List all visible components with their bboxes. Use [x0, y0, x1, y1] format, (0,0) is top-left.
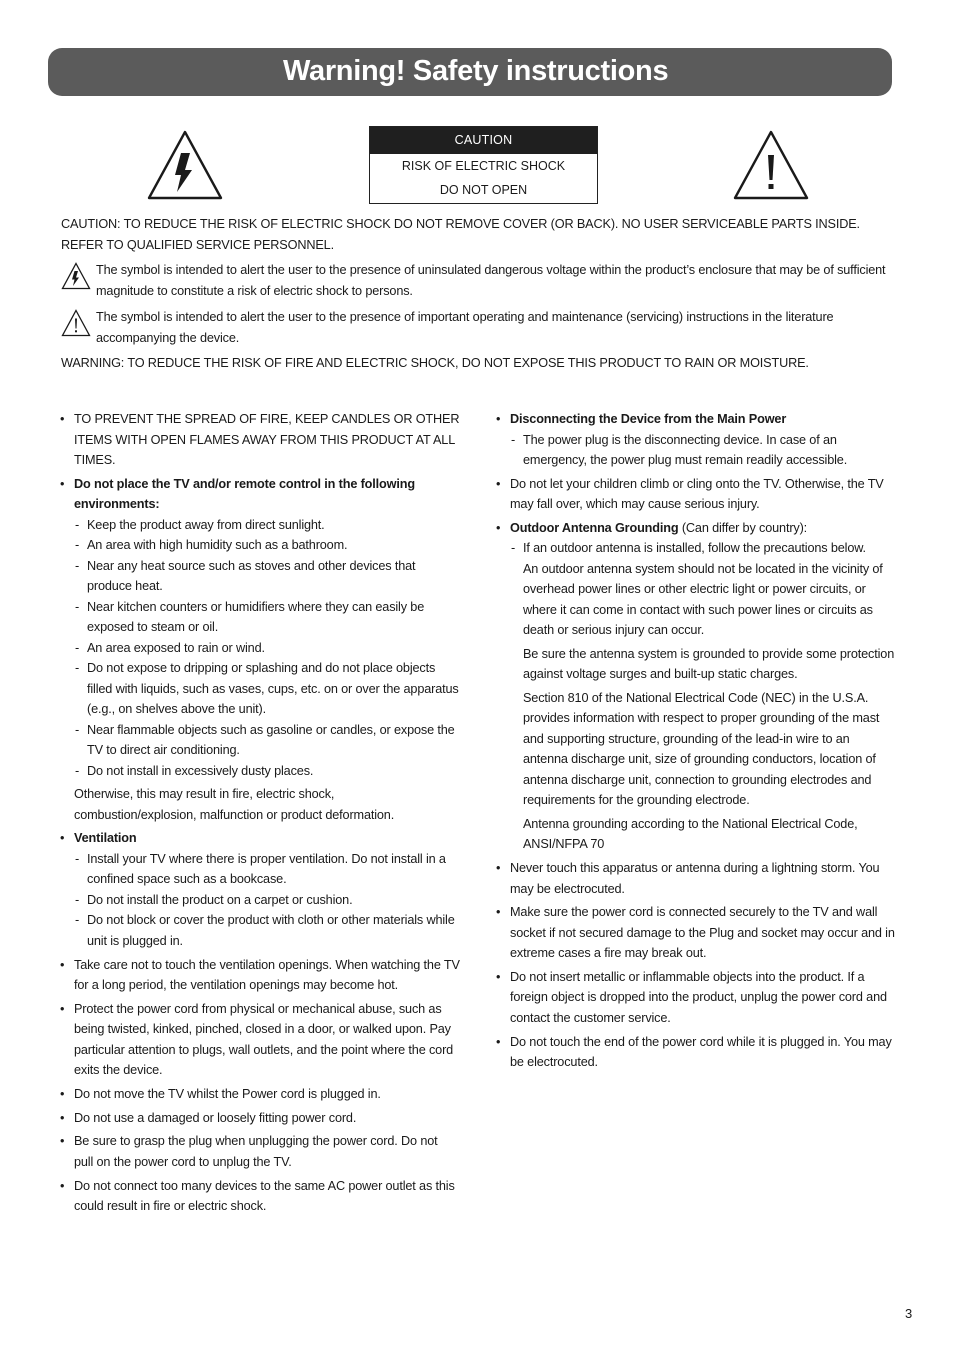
antenna-paragraph: An outdoor antenna system should not be located in the vicinity of overhead power lines or other electric light or power circuits, or where it can come in contact with such power lines or circuits as death or serious injury can occur.	[523, 561, 883, 638]
env-item: - Near kitchen counters or humidifiers where they can easily be exposed to steam or oil.	[74, 597, 460, 638]
left-column	[58, 409, 460, 1220]
env-item: - Do not expose to dripping or splashing and do not place objects filled with liquids, such as vases, cups, etc. on or over the apparatus (e.g., on shelves above the unit).	[74, 658, 460, 720]
list-item: • Do not connect too many devices to the same AC power outlet as this could result in fire or electric shock.	[58, 1176, 460, 1217]
environments-otherwise: Otherwise, this may result in fire, electric shock, combustion/explosion, malfunction or product deformation.	[74, 787, 395, 822]
list-item: • Protect the power cord from physical or mechanical abuse, such as being twisted, kinked, pinched, closed in a door, or walked upon. Pay particular attention to plugs, wall outlets, and the point where the cord exits the device.	[58, 999, 460, 1081]
caution-label-heading: CAUTION	[370, 127, 597, 154]
symbol-bolt-text: The symbol is intended to alert the user to the presence of uninsulated dangerous voltage within the product’s enclosure that may be of sufficient magnitude to constitute a risk of electric shock to persons.	[96, 263, 886, 298]
list-item: • Make sure the power cord is connected securely to the TV and wall socket if not secured damage to the Plug and socket may occur and in extreme cases a fire may break out.	[494, 902, 896, 964]
env-item: - Near any heat source such as stoves and other devices that produce heat.	[74, 556, 460, 597]
candles-text: TO PREVENT THE SPREAD OF FIRE, KEEP CANDLES OR OTHER ITEMS WITH OPEN FLAMES AWAY FROM THIS PRODUCT AT ALL TIMES.	[74, 412, 460, 467]
symbol-explanation-exclamation	[61, 307, 891, 348]
list-item: • Do not move the TV whilst the Power cord is plugged in.	[58, 1084, 460, 1105]
caution-label-box	[369, 126, 598, 204]
caution-label-line2: DO NOT OPEN	[439, 183, 528, 197]
symbol-explanation-bolt	[61, 260, 891, 301]
exclamation-warning-triangle-icon	[733, 130, 809, 200]
vent-item: - Do not block or cover the product with cloth or other materials while unit is plugged in.	[74, 910, 460, 951]
list-item-candles	[58, 409, 460, 471]
env-item: - An area with high humidity such as a bathroom.	[74, 535, 460, 556]
list-item-disconnecting	[494, 409, 896, 471]
page-title: Warning! Safety instructions	[283, 55, 669, 87]
caution-statement: CAUTION: TO REDUCE THE RISK OF ELECTRIC SHOCK DO NOT REMOVE COVER (OR BACK). NO USER SERVICEABLE PARTS INSIDE. REFER TO QUALIFIED SERVICE PERSONNEL.	[61, 217, 860, 252]
lightning-triangle-small-icon	[61, 262, 91, 290]
symbol-excl-text: The symbol is intended to alert the user to the presence of important operating and maintenance (servicing) instructions in the literature accompanying the device.	[96, 310, 834, 345]
environments-heading: Do not place the TV and/or remote control in the following environments:	[74, 476, 415, 512]
title-banner	[48, 48, 892, 96]
env-item: - Keep the product away from direct sunlight.	[74, 515, 460, 536]
antenna-heading: Outdoor Antenna Grounding	[510, 520, 679, 535]
lightning-warning-triangle-icon	[147, 130, 223, 200]
antenna-paragraph: Be sure the antenna system is grounded to provide some protection against voltage surges and built-up static charges.	[523, 646, 895, 682]
vent-item: - Install your TV where there is proper ventilation. Do not install in a confined space such as a bookcase.	[74, 849, 460, 890]
antenna-item: - If an outdoor antenna is installed, follow the precautions below.	[510, 538, 896, 559]
env-item: - An area exposed to rain or wind.	[74, 638, 460, 659]
antenna-paragraph: Section 810 of the National Electrical Code (NEC) in the U.S.A. provides information with respect to proper grounding of the mast and supporting structure, grounding of the lead-in wire to an antenna discharge unit, size of grounding conductors, location of antenna discharge unit, connection to grounding electrodes and requirements for the grounding electrode.	[523, 690, 880, 808]
list-item-children: • Do not let your children climb or cling onto the TV. Otherwise, the TV may fall over, which may cause serious injury.	[494, 474, 896, 515]
list-item-ventilation	[58, 828, 460, 951]
ventilation-heading: Ventilation	[74, 831, 137, 846]
warning-statement: WARNING: TO REDUCE THE RISK OF FIRE AND ELECTRIC SHOCK, DO NOT EXPOSE THIS PRODUCT TO RAIN OR MOISTURE.	[61, 356, 809, 370]
disconnecting-heading: Disconnecting the Device from the Main Power	[510, 412, 787, 426]
vent-item: - Do not install the product on a carpet or cushion.	[74, 890, 460, 911]
disconnect-item: - The power plug is the disconnecting device. In case of an emergency, the power plug must remain readily accessible.	[510, 430, 896, 471]
antenna-note: (Can differ by country):	[678, 520, 808, 535]
exclamation-triangle-small-icon	[61, 309, 91, 337]
list-item: • Take care not to touch the ventilation openings. When watching the TV for a long period, the ventilation openings may become hot.	[58, 955, 460, 996]
env-item: - Do not install in excessively dusty places.	[74, 761, 460, 782]
list-item-environments	[58, 474, 460, 826]
list-item: • Do not use a damaged or loosely fitting power cord.	[58, 1108, 460, 1129]
list-item: • Do not touch the end of the power cord while it is plugged in. You may be electrocuted.	[494, 1032, 896, 1073]
right-column	[494, 409, 896, 1076]
list-item: • Never touch this apparatus or antenna during a lightning storm. You may be electrocuted.	[494, 858, 896, 899]
list-item: • Be sure to grasp the plug when unplugging the power cord. Do not pull on the power cord to unplug the TV.	[58, 1131, 460, 1172]
page-number: 3	[905, 1306, 913, 1321]
caution-label-line1: RISK OF ELECTRIC SHOCK	[401, 159, 566, 173]
list-item-antenna	[494, 518, 896, 855]
env-item: - Near flammable objects such as gasoline or candles, or expose the TV to direct air conditioning.	[74, 720, 460, 761]
list-item: • Do not insert metallic or inflammable objects into the product. If a foreign object is dropped into the product, unplug the power cord and contact the customer service.	[494, 967, 896, 1029]
antenna-paragraph: Antenna grounding according to the National Electrical Code, ANSI/NFPA 70	[523, 816, 858, 852]
